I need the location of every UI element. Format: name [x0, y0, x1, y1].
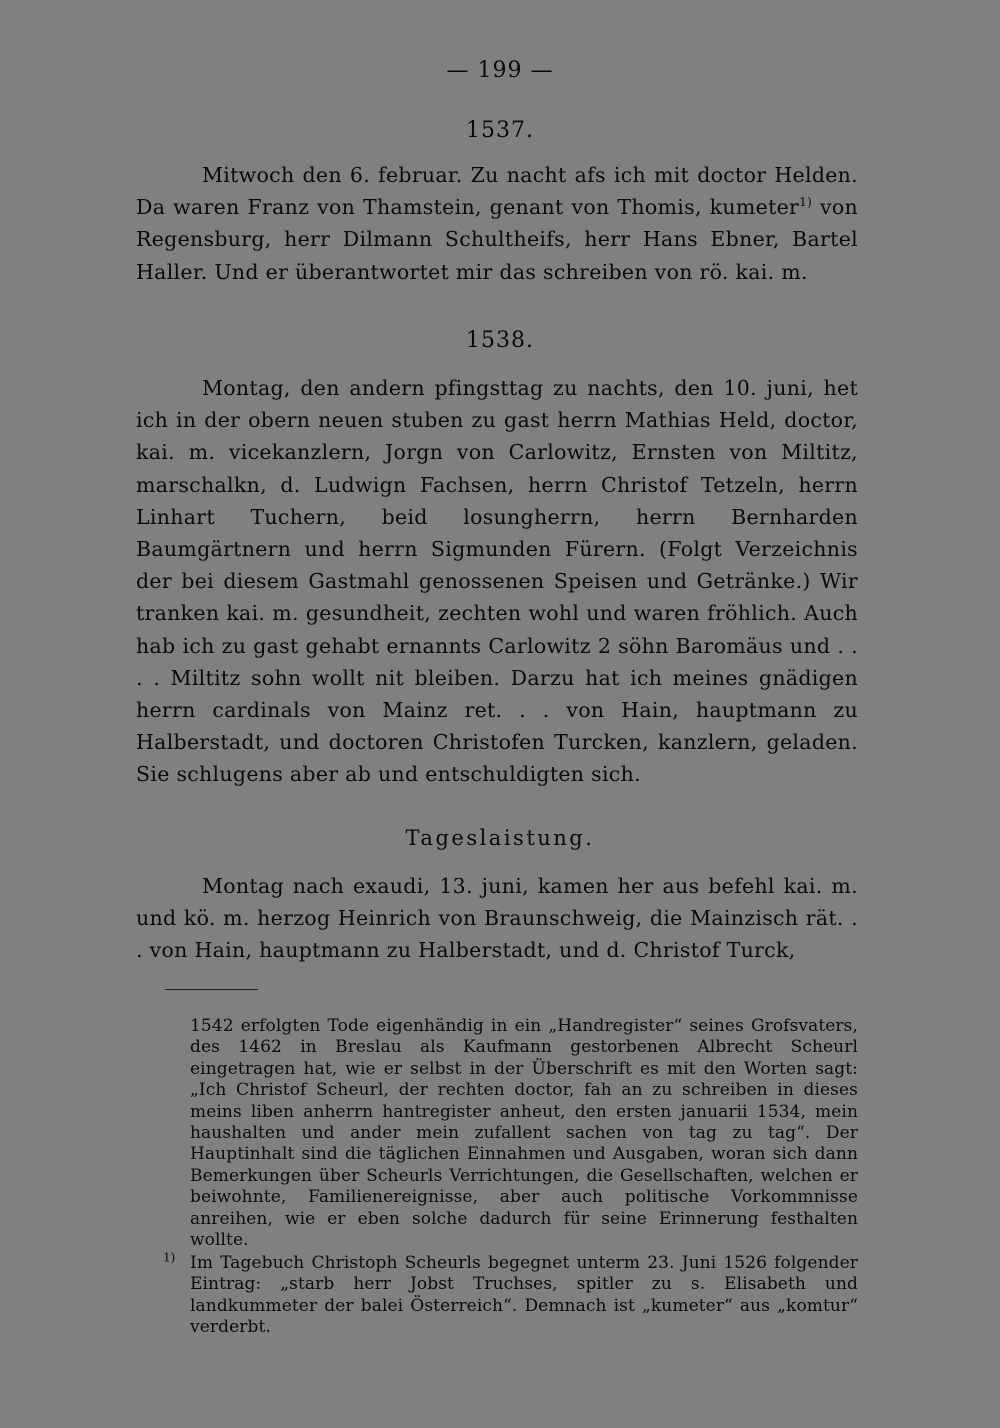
- paragraph-1538: Montag, den andern pfingsttag zu nachts, den 10. juni, het ich in der obern neuen stuben zu gast herrn Mathias Held, doctor, kai. m. vicekanzlern, Jorgn von Carlowitz, Ernsten von Miltitz, marschalkn, d. Ludwign Fachsen, herrn Christof Tetzeln, herrn Linhart Tuchern, beid losungherrn, herrn Bernharden Baumgärtnern und herrn Sigmunden Fürern. (Folgt Verzeichnis der bei diesem Gastmahl genossenen Speisen und Getränke.) Wir tranken kai. m. gesundheit, zechten wohl und waren fröhlich. Auch hab ich zu gast gehabt ernannts Carlowitz 2 söhn Baromäus und . . . . Miltitz sohn wollt nit bleiben. Darzu hat ich meines gnädigen herrn cardinals von Mainz ret. . . von Hain, hauptmann zu Halberstadt, und doctoren Christofen Turcken, kanzlern, geladen. Sie schlugens aber ab und entschuldigten sich.: [136, 376, 858, 787]
- section-heading-1538: 1538.: [466, 328, 534, 353]
- footnote-continued: 1542 erfolgten Tode eigenhändig in ein „Handregister“ seines Grofsvaters, des 1462 in Breslau als Kaufmann gestorbenen Albrecht Scheurl eingetragen hat, wie er selbst in der Überschrift es mit den Worten sagt: „Ich Christof Scheurl, der rechten doctor, fah an zu schreiben in dieses meins liben anherrn hantregister anheut, den ersten januarii 1534, mein haushalten und ander mein zufallent sachen von tag zu tag“. Der Hauptinhalt sind die täglichen Einnahmen und Ausgaben, woran sich dann Bemerkungen über Scheurls Verrichtungen, die Gesellschaften, welchen er beiwohnte, Familienereignisse, aber auch politische Vorkommnisse anreihen, wie er eben solche dadurch für seine Erinnerung festhalten wollte.: [190, 1016, 858, 1251]
- paragraph-1537-text-b: von Regensburg, herr Dilmann Schultheifs, herr Hans Ebner, Bartel Haller. Und er überantwortet mir das schreiben von rö. kai. m.: [136, 195, 858, 284]
- footnote-1: Im Tagebuch Christoph Scheurls begegnet unterm 23. Juni 1526 folgender Eintrag: „starb herr Jobst Truchses, spitler zu s. Elisabeth und landkummeter der balei Österreich“. Demnach ist „kumeter“ aus „komtur“ verderbt.: [190, 1253, 858, 1338]
- footnote-separator: [165, 989, 258, 990]
- page-number: — 199 —: [446, 58, 554, 83]
- section-heading-tageslaistung: Tageslaistung.: [405, 826, 595, 850]
- section-heading-1537: 1537.: [466, 118, 534, 143]
- paragraph-1537-text-a: Mitwoch den 6. februar. Zu nacht afs ich mit doctor Helden. Da waren Franz von Thamstein, genant von Thomis, kumeter: [136, 163, 858, 220]
- paragraph-1537: [136, 159, 858, 288]
- paragraph-tageslaistung: Montag nach exaudi, 13. juni, kamen her aus befehl kai. m. und kö. m. herzog Heinrich von Braunschweig, die Mainzisch rät. . . von Hain, hauptmann zu Halberstadt, und d. Christof Turck,: [136, 874, 858, 963]
- footnote-reference: 1): [799, 195, 813, 210]
- footnote-1-marker: 1): [163, 1250, 176, 1265]
